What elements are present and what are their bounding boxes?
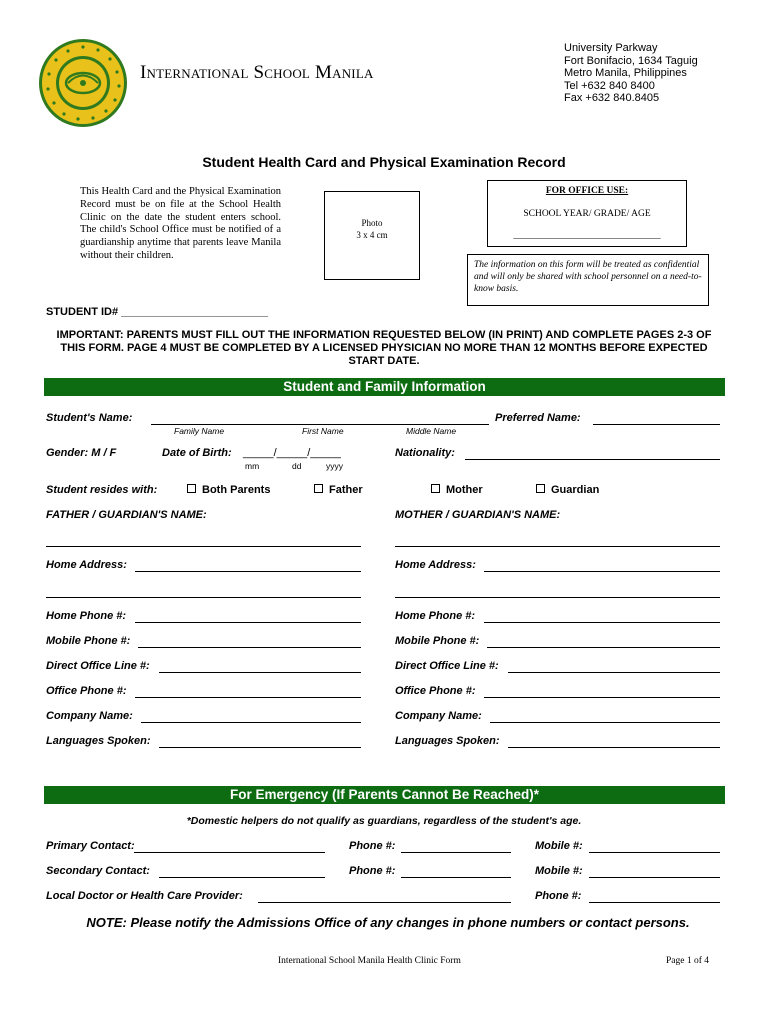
father-company-name-label: Company Name: xyxy=(46,710,133,722)
option-both-parents[interactable] xyxy=(187,484,270,496)
section-student-family-info: Student and Family Information xyxy=(44,378,725,396)
father-direct-office-label: Direct Office Line #: xyxy=(46,660,150,672)
intro-text: This Health Card and the Physical Examination Record must be on file at the School Health Clinic on the date the student enters school. The child's School Office must be notified of a guardianship anytime that parents leave Manila without their children. xyxy=(80,186,281,261)
doctor-phone-label: Phone #: xyxy=(535,890,582,902)
address-line: Metro Manila, Philippines xyxy=(564,67,687,80)
option-mother[interactable] xyxy=(431,484,483,496)
address-line: Fort Bonifacio, 1634 Taguig xyxy=(564,54,698,67)
primary-mobile-label: Mobile #: xyxy=(535,840,583,852)
primary-phone-label: Phone #: xyxy=(349,840,396,852)
secondary-phone-line[interactable] xyxy=(401,877,511,878)
section-emergency: For Emergency (If Parents Cannot Be Reached)* xyxy=(44,786,725,804)
father-languages-line[interactable] xyxy=(159,747,361,748)
mother-home-phone-line[interactable] xyxy=(484,622,720,623)
office-use-blank: _______________________________ xyxy=(513,231,661,241)
father-languages-label: Languages Spoken: xyxy=(46,735,151,747)
option-guardian[interactable] xyxy=(536,484,599,496)
gender-label[interactable]: Gender: M / F xyxy=(46,447,117,459)
option-label: Guardian xyxy=(551,484,600,496)
mother-home-address-label: Home Address: xyxy=(395,559,476,571)
school-address xyxy=(564,42,698,105)
father-mobile-phone-label: Mobile Phone #: xyxy=(46,635,131,647)
preferred-name-line[interactable] xyxy=(593,424,720,425)
secondary-contact-line[interactable] xyxy=(159,877,325,878)
mother-mobile-phone-label: Mobile Phone #: xyxy=(395,635,480,647)
dob-label: Date of Birth: xyxy=(162,447,232,459)
doctor-phone-line[interactable] xyxy=(589,902,720,903)
father-mobile-phone-line[interactable] xyxy=(138,647,361,648)
mother-direct-office-label: Direct Office Line #: xyxy=(395,660,499,672)
office-use-label: SCHOOL YEAR/ GRADE/ AGE xyxy=(523,209,651,219)
mother-home-phone-label: Home Phone #: xyxy=(395,610,476,622)
fax-line: Fax +632 840.8405 xyxy=(564,92,660,105)
father-home-phone-line[interactable] xyxy=(135,622,361,623)
primary-phone-line[interactable] xyxy=(401,852,511,853)
doctor-label: Local Doctor or Health Care Provider: xyxy=(46,890,243,902)
domestic-helpers-note: *Domestic helpers do not qualify as guardians, regardless of the student's age. xyxy=(186,815,582,827)
mother-office-phone-label: Office Phone #: xyxy=(395,685,476,697)
office-use-heading: FOR OFFICE USE: xyxy=(545,186,629,196)
mother-languages-line[interactable] xyxy=(508,747,720,748)
mother-name-line[interactable] xyxy=(395,546,720,547)
option-label: Mother xyxy=(446,484,483,496)
secondary-phone-label: Phone #: xyxy=(349,865,396,877)
father-name-line[interactable] xyxy=(46,546,361,547)
checkbox-icon[interactable] xyxy=(187,484,196,493)
resides-with-label: Student resides with: xyxy=(46,484,158,496)
mother-mobile-phone-line[interactable] xyxy=(487,647,720,648)
photo-label: Photo xyxy=(361,218,383,228)
dob-yyyy-caption: yyyy xyxy=(326,461,343,471)
form-title: Student Health Card and Physical Examination Record xyxy=(202,154,566,170)
photo-box xyxy=(324,191,420,280)
students-name-label: Student's Name: xyxy=(46,412,133,424)
office-use-box xyxy=(487,180,687,247)
mother-company-name-line[interactable] xyxy=(490,722,720,723)
father-home-address-label: Home Address: xyxy=(46,559,127,571)
checkbox-icon[interactable] xyxy=(536,484,545,493)
father-home-address-line-2[interactable] xyxy=(46,597,361,598)
secondary-mobile-line[interactable] xyxy=(589,877,720,878)
student-id-field[interactable]: STUDENT ID# ________________________ xyxy=(46,306,268,318)
mother-languages-label: Languages Spoken: xyxy=(395,735,500,747)
father-office-phone-line[interactable] xyxy=(135,697,361,698)
mother-company-name-label: Company Name: xyxy=(395,710,482,722)
option-father[interactable] xyxy=(314,484,363,496)
primary-contact-line[interactable] xyxy=(134,852,325,853)
middle-name-caption: Middle Name xyxy=(406,426,457,436)
family-name-caption: Family Name xyxy=(174,426,225,436)
primary-contact-label: Primary Contact: xyxy=(46,840,135,852)
option-label: Both Parents xyxy=(202,484,271,496)
secondary-mobile-label: Mobile #: xyxy=(535,865,583,877)
photo-size: 3 x 4 cm xyxy=(356,230,388,240)
nationality-line[interactable] xyxy=(465,459,720,460)
address-line: University Parkway xyxy=(564,42,658,54)
school-name: International School Manila xyxy=(140,62,374,83)
dob-mm-caption: mm xyxy=(245,461,260,471)
doctor-line[interactable] xyxy=(258,902,511,903)
mother-home-address-line[interactable] xyxy=(484,571,720,572)
footer-page-number: Page 1 of 4 xyxy=(666,956,710,966)
father-guardian-heading: FATHER / GUARDIAN'S NAME: xyxy=(46,509,207,521)
primary-mobile-line[interactable] xyxy=(589,852,720,853)
students-name-line[interactable] xyxy=(151,424,489,425)
dob-dd-caption: dd xyxy=(292,461,302,471)
footer-form-name: International School Manila Health Clinic Form xyxy=(278,956,461,966)
father-company-name-line[interactable] xyxy=(141,722,361,723)
father-home-phone-label: Home Phone #: xyxy=(46,610,127,622)
father-office-phone-label: Office Phone #: xyxy=(46,685,127,697)
mother-direct-office-line[interactable] xyxy=(508,672,720,673)
mother-guardian-heading: MOTHER / GUARDIAN'S NAME: xyxy=(395,509,561,521)
checkbox-icon[interactable] xyxy=(431,484,440,493)
checkbox-icon[interactable] xyxy=(314,484,323,493)
dob-blank[interactable]: _____/_____/_____ xyxy=(243,447,341,459)
preferred-name-label: Preferred Name: xyxy=(495,412,581,424)
phone-line: Tel +632 840 8400 xyxy=(564,79,655,92)
father-home-address-line[interactable] xyxy=(135,571,361,572)
confidential-note: The information on this form will be treated as confidential and will only be shared with school personnel on a need-to-know basis. xyxy=(467,254,709,306)
father-direct-office-line[interactable] xyxy=(159,672,361,673)
mother-home-address-line-2[interactable] xyxy=(395,597,720,598)
first-name-caption: First Name xyxy=(302,426,344,436)
school-seal xyxy=(38,38,128,128)
mother-office-phone-line[interactable] xyxy=(484,697,720,698)
secondary-contact-label: Secondary Contact: xyxy=(46,865,150,877)
nationality-label: Nationality: xyxy=(395,447,455,459)
option-label: Father xyxy=(329,484,363,496)
final-note: NOTE: Please notify the Admissions Office of any changes in phone numbers or contact persons. xyxy=(86,915,690,930)
important-notice: IMPORTANT: PARENTS MUST FILL OUT THE INFORMATION REQUESTED BELOW (IN PRINT) AND COMPLETE PAGES 2-3 OF THIS FORM. PAGE 4 MUST BE COMPLETED BY A LICENSED PHYSICIAN NO MORE THAN 12 MONTHS BEFORE EXPECTED START DATE. xyxy=(56,329,712,367)
